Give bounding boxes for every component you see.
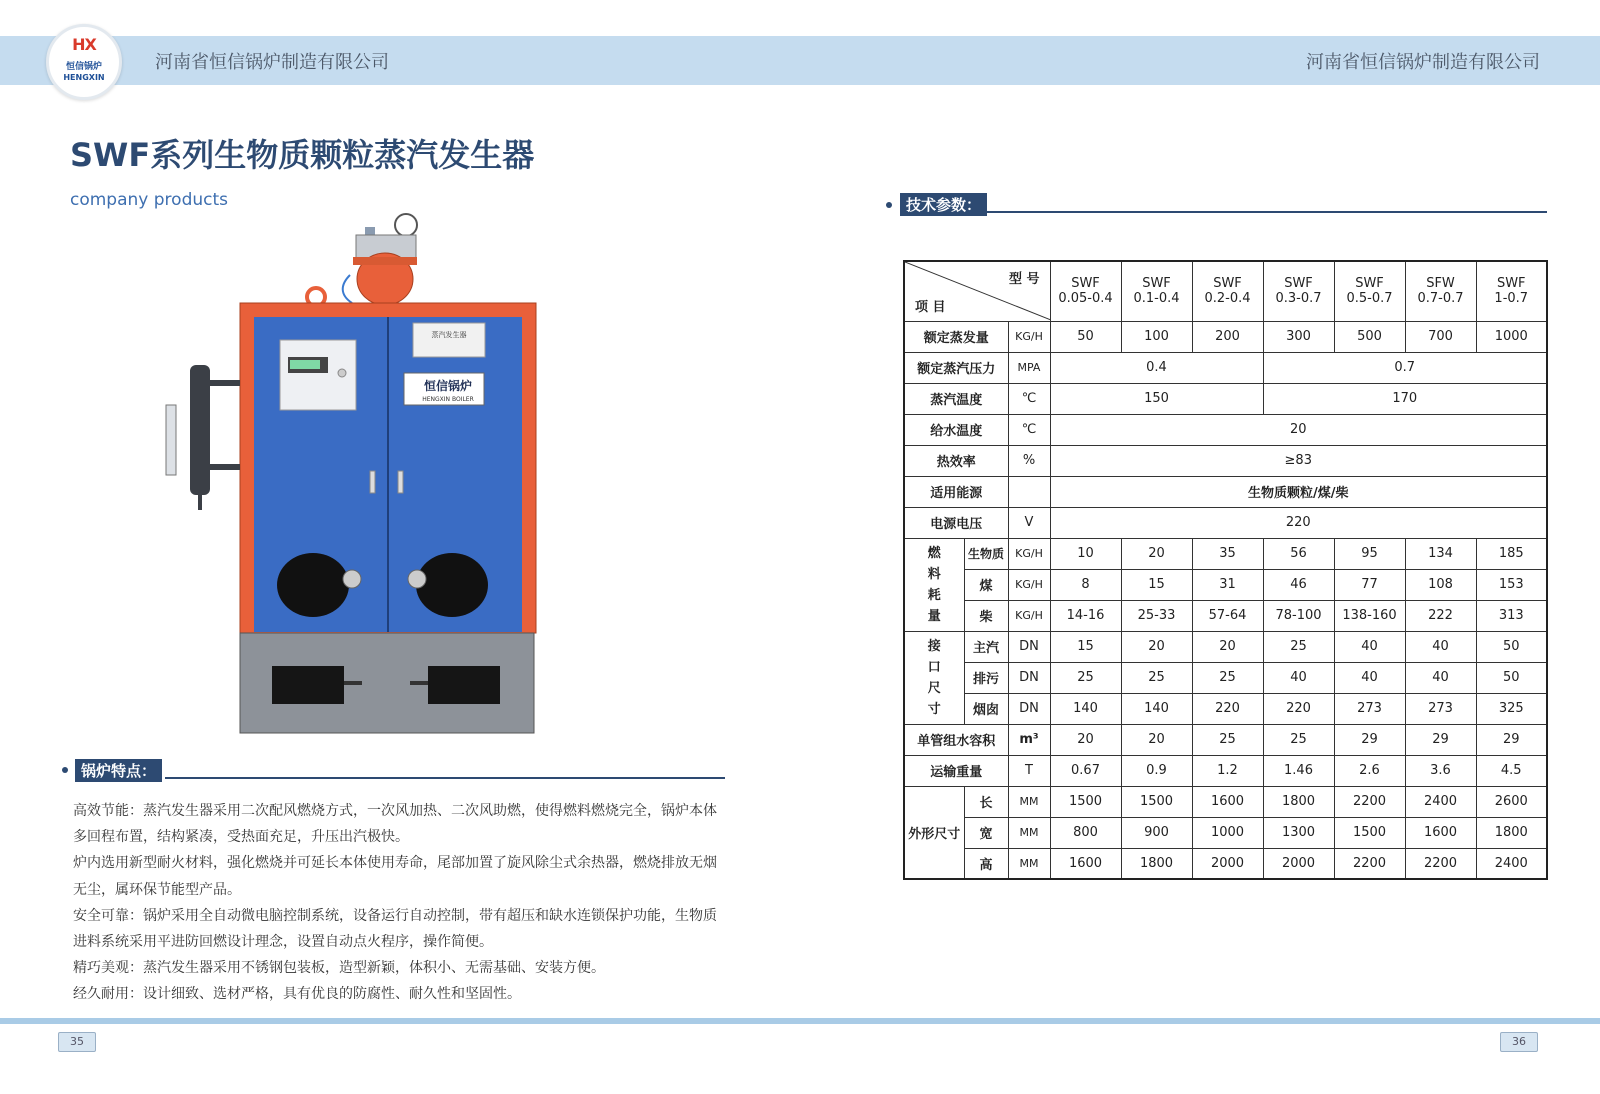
cell: 14-16 xyxy=(1050,600,1121,631)
cell: 300 xyxy=(1263,321,1334,352)
cell: 700 xyxy=(1405,321,1476,352)
row-unit: MPA xyxy=(1008,352,1050,383)
cell: 29 xyxy=(1334,724,1405,755)
cell: 500 xyxy=(1334,321,1405,352)
corner-bottom-label: 项 目 xyxy=(915,299,946,315)
row-chimney xyxy=(904,693,1547,724)
sub-label: 生物质 xyxy=(964,538,1008,569)
row-unit: T xyxy=(1008,755,1050,786)
spec-header-row xyxy=(904,261,1547,321)
pressure-gauge-icon xyxy=(395,214,417,236)
sub-label: 高 xyxy=(964,848,1008,879)
boiler-image xyxy=(160,205,550,745)
plate-label: 蒸汽发生器 xyxy=(431,331,467,339)
water-column xyxy=(190,365,210,495)
cell: 50 xyxy=(1050,321,1121,352)
cell: 140 xyxy=(1121,693,1192,724)
header-company-right: 河南省恒信锅炉制造有限公司 xyxy=(1306,52,1540,73)
row-pressure xyxy=(904,352,1547,383)
cell: 1800 xyxy=(1121,848,1192,879)
cell: 1600 xyxy=(1050,848,1121,879)
cell: 50 xyxy=(1476,662,1547,693)
cell: 25 xyxy=(1121,662,1192,693)
cell: 20 xyxy=(1192,631,1263,662)
cell: 25 xyxy=(1050,662,1121,693)
cell: 222 xyxy=(1405,600,1476,631)
logo-en-text: HENGXIN xyxy=(63,73,105,82)
row-efficiency xyxy=(904,445,1547,476)
row-feed-temp xyxy=(904,414,1547,445)
cell: 4.5 xyxy=(1476,755,1547,786)
cell: 40 xyxy=(1334,662,1405,693)
cell: 25 xyxy=(1263,631,1334,662)
row-unit: MM xyxy=(1008,786,1050,817)
cell: 50 xyxy=(1476,631,1547,662)
company-logo xyxy=(46,24,122,100)
cell: 220 xyxy=(1192,693,1263,724)
cell: 2000 xyxy=(1263,848,1334,879)
cell: 138-160 xyxy=(1334,600,1405,631)
cell: 1500 xyxy=(1334,817,1405,848)
cell: 273 xyxy=(1334,693,1405,724)
spec-table xyxy=(903,260,1548,880)
row-unit: ℃ xyxy=(1008,383,1050,414)
cell: 1800 xyxy=(1476,817,1547,848)
cell: 170 xyxy=(1263,383,1547,414)
cell: 108 xyxy=(1405,569,1476,600)
spec-rule xyxy=(985,211,1547,213)
row-height xyxy=(904,848,1547,879)
row-length xyxy=(904,786,1547,817)
cell: 150 xyxy=(1050,383,1263,414)
row-unit: DN xyxy=(1008,662,1050,693)
row-unit: DN xyxy=(1008,631,1050,662)
cell: 2.6 xyxy=(1334,755,1405,786)
feature-paragraph: 高效节能：蒸汽发生器采用二次配风燃烧方式，一次风加热、二次风助燃，使得燃料燃烧完全，锅炉本体多回程布置，结构紧凑，受热面充足，升压出汽极快。 xyxy=(73,803,717,846)
cell: 1000 xyxy=(1192,817,1263,848)
cell: 31 xyxy=(1192,569,1263,600)
sub-label: 排污 xyxy=(964,662,1008,693)
brand-plate-sub: HENGXIN BOILER xyxy=(422,396,474,403)
cell: 1000 xyxy=(1476,321,1547,352)
cell: 20 xyxy=(1121,538,1192,569)
cell: 185 xyxy=(1476,538,1547,569)
spec-heading: 技术参数： xyxy=(900,193,987,216)
sub-label: 烟囱 xyxy=(964,693,1008,724)
sub-label: 长 xyxy=(964,786,1008,817)
model-header: SFW 0.7-0.7 xyxy=(1405,261,1476,321)
cell: 35 xyxy=(1192,538,1263,569)
row-coal xyxy=(904,569,1547,600)
row-label: 电源电压 xyxy=(904,507,1008,538)
cell: 40 xyxy=(1263,662,1334,693)
feature-paragraph: 炉内选用新型耐火材料，强化燃烧并可延长本体使用寿命，尾部加置了旋风除尘式余热器，燃烧排放无烟无尘，属环保节能型产品。 xyxy=(73,855,717,898)
row-label: 蒸汽温度 xyxy=(904,383,1008,414)
cell: 46 xyxy=(1263,569,1334,600)
row-label: 给水温度 xyxy=(904,414,1008,445)
cell: ≥83 xyxy=(1050,445,1547,476)
cell: 0.67 xyxy=(1050,755,1121,786)
cell: 25 xyxy=(1263,724,1334,755)
model-header: SWF 0.2-0.4 xyxy=(1192,261,1263,321)
cell: 220 xyxy=(1263,693,1334,724)
cell: 100 xyxy=(1121,321,1192,352)
row-width xyxy=(904,817,1547,848)
cell: 0.4 xyxy=(1050,352,1263,383)
cell: 2600 xyxy=(1476,786,1547,817)
cell: 56 xyxy=(1263,538,1334,569)
spec-corner-cell xyxy=(904,261,1050,321)
logo-cn-text: 恒信锅炉 xyxy=(65,62,102,72)
cell: 8 xyxy=(1050,569,1121,600)
features-heading: 锅炉特点： xyxy=(75,759,162,782)
row-unit: V xyxy=(1008,507,1050,538)
cell: 40 xyxy=(1405,631,1476,662)
spec-bullet xyxy=(886,202,892,208)
cell: 800 xyxy=(1050,817,1121,848)
cell: 20 xyxy=(1121,631,1192,662)
cell: 325 xyxy=(1476,693,1547,724)
row-unit-empty xyxy=(1008,476,1050,507)
cell: 1.2 xyxy=(1192,755,1263,786)
sub-label: 煤 xyxy=(964,569,1008,600)
fire-door-right xyxy=(416,553,488,617)
model-header: SWF 0.1-0.4 xyxy=(1121,261,1192,321)
cell: 1300 xyxy=(1263,817,1334,848)
cell: 25-33 xyxy=(1121,600,1192,631)
cell: 2400 xyxy=(1405,786,1476,817)
row-unit: % xyxy=(1008,445,1050,476)
cell: 1600 xyxy=(1405,817,1476,848)
row-unit: MM xyxy=(1008,817,1050,848)
cell: 20 xyxy=(1050,724,1121,755)
cell: 140 xyxy=(1050,693,1121,724)
cell: 1600 xyxy=(1192,786,1263,817)
cell: 0.7 xyxy=(1263,352,1547,383)
cell: 40 xyxy=(1334,631,1405,662)
cell: 生物质颗粒/煤/柴 xyxy=(1050,476,1547,507)
dimensions-label: 外形尺寸 xyxy=(904,786,964,879)
cell: 20 xyxy=(1121,724,1192,755)
model-header: SWF 0.3-0.7 xyxy=(1263,261,1334,321)
cell: 29 xyxy=(1405,724,1476,755)
row-unit: KG/H xyxy=(1008,538,1050,569)
features-rule xyxy=(165,777,725,779)
model-header: SWF 1-0.7 xyxy=(1476,261,1547,321)
cell: 3.6 xyxy=(1405,755,1476,786)
connection-label: 接 口 尺 寸 xyxy=(904,631,964,724)
model-header: SWF 0.05-0.4 xyxy=(1050,261,1121,321)
row-biomass xyxy=(904,538,1547,569)
cell: 40 xyxy=(1405,662,1476,693)
row-label: 额定蒸汽压力 xyxy=(904,352,1008,383)
cell: 15 xyxy=(1050,631,1121,662)
features-text xyxy=(73,798,723,1008)
page-subtitle: company products xyxy=(70,190,228,210)
logo-mark: HX xyxy=(72,35,96,54)
cell: 900 xyxy=(1121,817,1192,848)
row-label: 运输重量 xyxy=(904,755,1008,786)
row-weight xyxy=(904,755,1547,786)
cell: 0.9 xyxy=(1121,755,1192,786)
row-steam xyxy=(904,321,1547,352)
row-label: 热效率 xyxy=(904,445,1008,476)
model-header: SWF 0.5-0.7 xyxy=(1334,261,1405,321)
cell: 2400 xyxy=(1476,848,1547,879)
door-wheel-left xyxy=(343,570,361,588)
cell: 200 xyxy=(1192,321,1263,352)
corner-top-label: 型 号 xyxy=(1008,272,1040,287)
cell: 10 xyxy=(1050,538,1121,569)
cell: 57-64 xyxy=(1192,600,1263,631)
cell: 25 xyxy=(1192,724,1263,755)
feature-paragraph: 精巧美观：蒸汽发生器采用不锈钢包装板，造型新颖，体积小、无需基础、安装方便。 xyxy=(73,960,605,977)
cell: 29 xyxy=(1476,724,1547,755)
row-blowdown xyxy=(904,662,1547,693)
cell: 153 xyxy=(1476,569,1547,600)
page-number-right: 36 xyxy=(1500,1032,1538,1052)
cell: 220 xyxy=(1050,507,1547,538)
cell: 78-100 xyxy=(1263,600,1334,631)
cell: 2000 xyxy=(1192,848,1263,879)
row-unit: DN xyxy=(1008,693,1050,724)
sub-label: 柴 xyxy=(964,600,1008,631)
row-label: 额定蒸发量 xyxy=(904,321,1008,352)
row-unit: KG/H xyxy=(1008,600,1050,631)
page-number-left: 35 xyxy=(58,1032,96,1052)
row-steam-temp xyxy=(904,383,1547,414)
cell: 1500 xyxy=(1121,786,1192,817)
row-unit: m³ xyxy=(1008,724,1050,755)
row-label: 适用能源 xyxy=(904,476,1008,507)
feature-paragraph: 安全可靠：锅炉采用全自动微电脑控制系统，设备运行自动控制，带有超压和缺水连锁保护功能，生物质进料系统采用平进防回燃设计理念，设置自动点火程序，操作简便。 xyxy=(73,907,717,951)
cell: 1500 xyxy=(1050,786,1121,817)
feature-paragraph: 经久耐用：设计细致、选材严格，具有优良的防腐性、耐久性和坚固性。 xyxy=(73,986,521,1003)
row-water-volume xyxy=(904,724,1547,755)
row-voltage xyxy=(904,507,1547,538)
row-unit: MM xyxy=(1008,848,1050,879)
cell: 2200 xyxy=(1334,848,1405,879)
sub-label: 主汽 xyxy=(964,631,1008,662)
cell: 15 xyxy=(1121,569,1192,600)
row-main-steam xyxy=(904,631,1547,662)
row-wood xyxy=(904,600,1547,631)
header-company-left: 河南省恒信锅炉制造有限公司 xyxy=(155,52,389,73)
cell: 20 xyxy=(1050,414,1547,445)
cell: 77 xyxy=(1334,569,1405,600)
name-plate xyxy=(413,323,485,357)
row-unit: KG/H xyxy=(1008,321,1050,352)
row-unit: KG/H xyxy=(1008,569,1050,600)
cell: 313 xyxy=(1476,600,1547,631)
cell: 273 xyxy=(1405,693,1476,724)
cell: 95 xyxy=(1334,538,1405,569)
fuel-consumption-label: 燃 料 耗 量 xyxy=(904,538,964,631)
cell: 2200 xyxy=(1334,786,1405,817)
row-unit: ℃ xyxy=(1008,414,1050,445)
features-bullet xyxy=(62,767,68,773)
fire-door-left xyxy=(277,553,349,617)
door-wheel-right xyxy=(408,570,426,588)
footer-band xyxy=(0,1018,1600,1024)
cell: 25 xyxy=(1192,662,1263,693)
page-title: SWF系列生物质颗粒蒸汽发生器 xyxy=(70,136,535,174)
cell: 2200 xyxy=(1405,848,1476,879)
cell: 134 xyxy=(1405,538,1476,569)
cell: 1.46 xyxy=(1263,755,1334,786)
row-fuel xyxy=(904,476,1547,507)
cell: 1800 xyxy=(1263,786,1334,817)
sub-label: 宽 xyxy=(964,817,1008,848)
row-label: 单管组水容积 xyxy=(904,724,1008,755)
brand-plate-label: 恒信锅炉 xyxy=(423,379,473,393)
